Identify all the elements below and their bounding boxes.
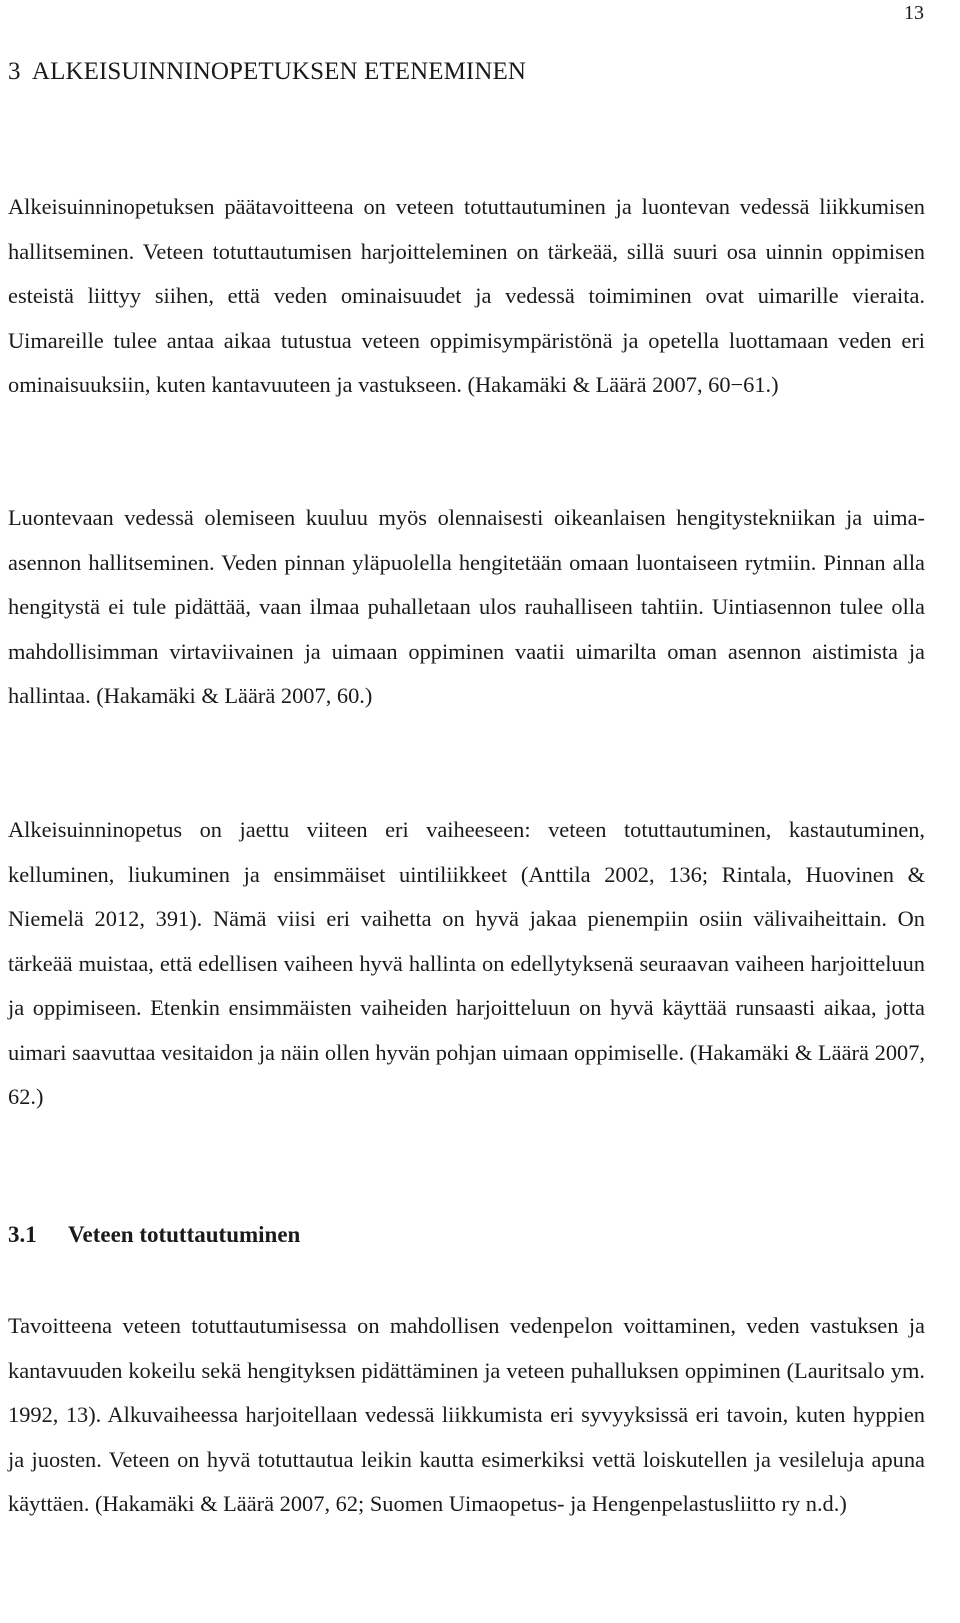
section-heading	[8, 1218, 928, 1252]
section-number: 3.1	[8, 1222, 37, 1247]
paragraph-intro: Alkeisuinninopetuksen päätavoitteena on veteen totuttautuminen ja luontevan vedessä liikkumisen hallitseminen. Veteen totuttautumisen harjoitteleminen on tärkeää, sillä suuri osa uinnin oppimisen esteistä liittyy siihen, että veden ominaisuudet ja vedessä toimiminen ovat uimarille vieraita. Uimareille tulee antaa aikaa tutustua veteen oppimisympäristönä ja opetella luottamaan veden eri ominaisuuksiin, kuten kantavuuteen ja vastukseen. (Hakamäki & Läärä 2007, 60−61.)	[8, 194, 925, 397]
paragraph-phases: Alkeisuinninopetus on jaettu viiteen eri vaiheeseen: veteen totuttautuminen, kastautuminen, kelluminen, liukuminen ja ensimmäiset uintiliikkeet (Anttila 2002, 136; Rintala, Huovinen & Niemelä 2012, 391). Nämä viisi eri vaihetta on hyvä jakaa pienempiin osiin välivaiheittain. On tärkeää muistaa, että edellisen vaiheen hyvä hallinta on edellytyksenä seuraavan vaiheen harjoitteluun ja oppimiseen. Etenkin ensimmäisten vaiheiden harjoitteluun on hyvä käyttää runsaasti aikaa, jotta uimari saavuttaa vesitaidon ja näin ollen hyvän pohjan uimaan oppimiselle. (Hakamäki & Läärä 2007, 62.)	[8, 817, 925, 1109]
paragraph-water-familiarization: Tavoitteena veteen totuttautumisessa on mahdollisen vedenpelon voittaminen, veden vastuksen ja kantavuuden kokeilu sekä hengityksen pidättäminen ja veteen puhalluksen oppiminen (Lauritsalo ym. 1992, 13). Alkuvaiheessa harjoitellaan vedessä liikkumista eri syvyyksissä eri tavoin, kuten hyppien ja juosten. Veteen on hyvä totuttautua leikin kautta esimerkiksi vettä loiskutellen ja vesileluja apuna käyttäen. (Hakamäki & Läärä 2007, 62; Suomen Uimaopetus- ja Hengenpelastusliitto ry n.d.)	[8, 1313, 925, 1516]
paragraph-breathing: Luontevaan vedessä olemiseen kuuluu myös olennaisesti oikeanlaisen hengitystekniikan ja uima-asennon hallitseminen. Veden pinnan yläpuolella hengitetään omaan luontaiseen rytmiin. Pinnan alla hengitystä ei tule pidättää, vaan ilmaa puhalletaan ulos rauhalliseen tahtiin. Uintiasennon tulee olla mahdollisimman virtaviivainen ja uimaan oppiminen vaatii uimarilta oman asennon aistimista ja hallintaa. (Hakamäki & Läärä 2007, 60.)	[8, 505, 925, 708]
section-title: Veteen totuttautuminen	[68, 1222, 301, 1247]
chapter-heading: 3 ALKEISUINNINOPETUKSEN ETENEMINEN	[8, 58, 527, 85]
page-number: 13	[904, 2, 924, 24]
